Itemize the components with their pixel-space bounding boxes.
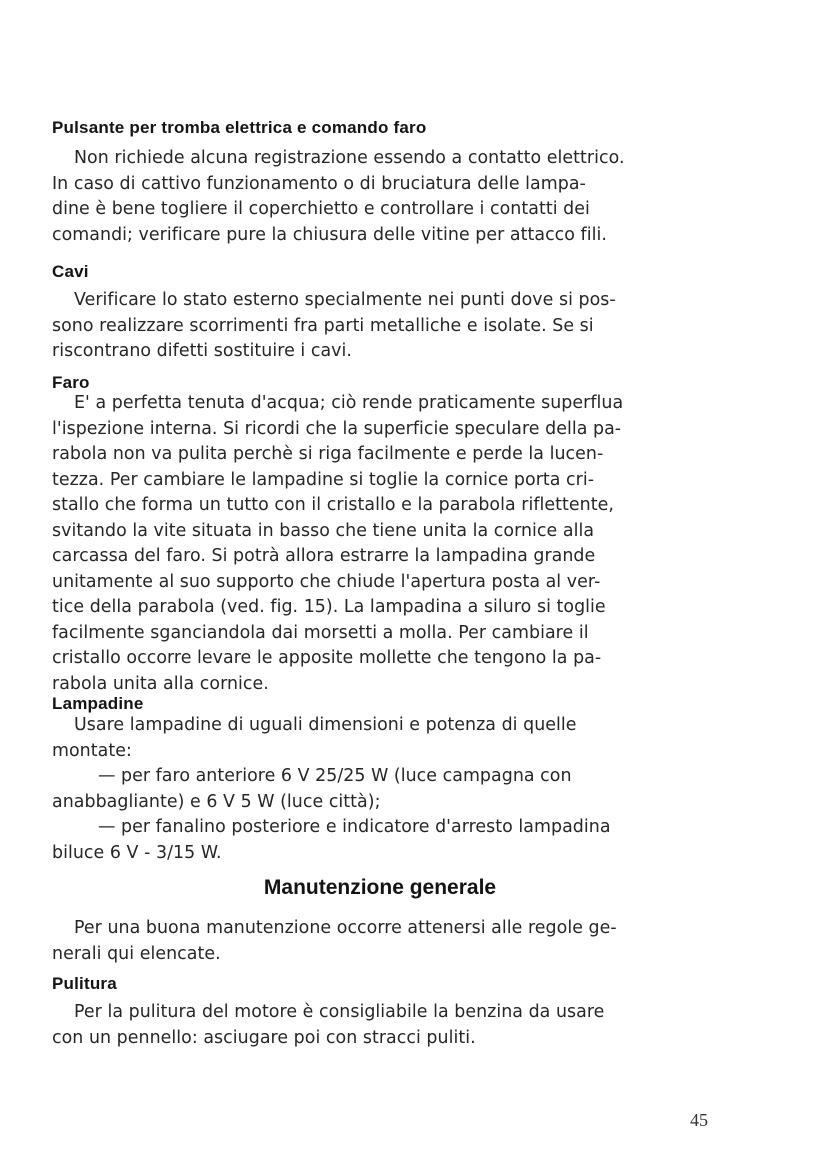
text-line: dine è bene togliere il coperchietto e controllare i contatti dei xyxy=(52,199,590,219)
text-line: nerali qui elencate. xyxy=(52,943,221,964)
text-line: Usare lampadine di uguali dimensioni e potenza di quelle xyxy=(74,715,577,735)
text-line: Non richiede alcuna registrazione essendo a contatto elettrico. xyxy=(74,148,625,168)
text-line: tice della parabola (ved. fig. 15). La lampadina a siluro si toglie xyxy=(52,597,606,617)
text-line: svitando la vite situata in basso che tiene unita la cornice alla xyxy=(52,520,595,541)
text-line: — per faro anteriore 6 V 25/25 W (luce campagna con xyxy=(98,766,572,786)
page-number: 45 xyxy=(690,1110,708,1130)
paragraph-manutenzione xyxy=(52,916,708,967)
text-line: rabola unita alla cornice. xyxy=(52,673,269,694)
text-line: facilmente sganciandola dai morsetti a molla. Per cambiare il xyxy=(52,622,589,643)
text-line: biluce 6 V - 3/15 W. xyxy=(52,842,222,863)
text-line: Per una buona manutenzione occorre attenersi alle regole ge- xyxy=(74,918,617,938)
text-line: carcassa del faro. Si potrà allora estrarre la lampadina grande xyxy=(52,546,596,566)
heading-cavi: Cavi xyxy=(52,262,89,281)
section-title-manutenzione: Manutenzione generale xyxy=(263,876,497,899)
text-line: comandi; verificare pure la chiusura delle vitine per attacco fili. xyxy=(52,224,607,245)
heading-faro: Faro xyxy=(52,373,90,392)
text-line: tezza. Per cambiare le lampadine si toglie la cornice porta cri- xyxy=(52,469,595,490)
text-line: sono realizzare scorrimenti fra parti metalliche e isolate. Se si xyxy=(52,315,594,336)
text-line: rabola non va pulita perchè si riga facilmente e perde la lucen- xyxy=(52,444,604,464)
text-line: Per la pulitura del motore è consigliabile la benzina da usare xyxy=(74,1002,605,1022)
paragraph-cavi xyxy=(52,288,708,365)
text-line: montate: xyxy=(52,740,132,761)
paragraph-pulsante-tromba xyxy=(52,146,708,248)
text-line: In caso di cattivo funzionamento o di bruciatura delle lampa- xyxy=(52,173,586,194)
text-line: stallo che forma un tutto con il cristallo e la parabola riflettente, xyxy=(52,495,614,515)
text-line: cristallo occorre levare le apposite mollette che tengono la pa- xyxy=(52,648,602,668)
text-line: E' a perfetta tenuta d'acqua; ciò rende praticamente superflua xyxy=(74,393,624,413)
text-line: con un pennello: asciugare poi con stracci puliti. xyxy=(52,1027,476,1048)
text-line: unitamente al suo supporto che chiude l'apertura posta al ver- xyxy=(52,571,601,592)
text-line: — per fanalino posteriore e indicatore d'arresto lampadina xyxy=(98,817,611,837)
text-line: Verificare lo stato esterno specialmente nei punti dove si pos- xyxy=(74,290,616,310)
text-line: anabbagliante) e 6 V 5 W (luce città); xyxy=(52,791,381,812)
heading-pulitura: Pulitura xyxy=(52,974,117,993)
text-line: l'ispezione interna. Si ricordi che la superficie speculare della pa- xyxy=(52,418,622,439)
paragraph-faro xyxy=(52,391,708,697)
heading-lampadine: Lampadine xyxy=(52,694,144,713)
heading-pulsante-tromba: Pulsante per tromba elettrica e comando faro xyxy=(52,118,427,137)
paragraph-lampadine xyxy=(52,713,708,866)
text-line: riscontrano difetti sostituire i cavi. xyxy=(52,341,352,361)
paragraph-pulitura xyxy=(52,1000,708,1051)
